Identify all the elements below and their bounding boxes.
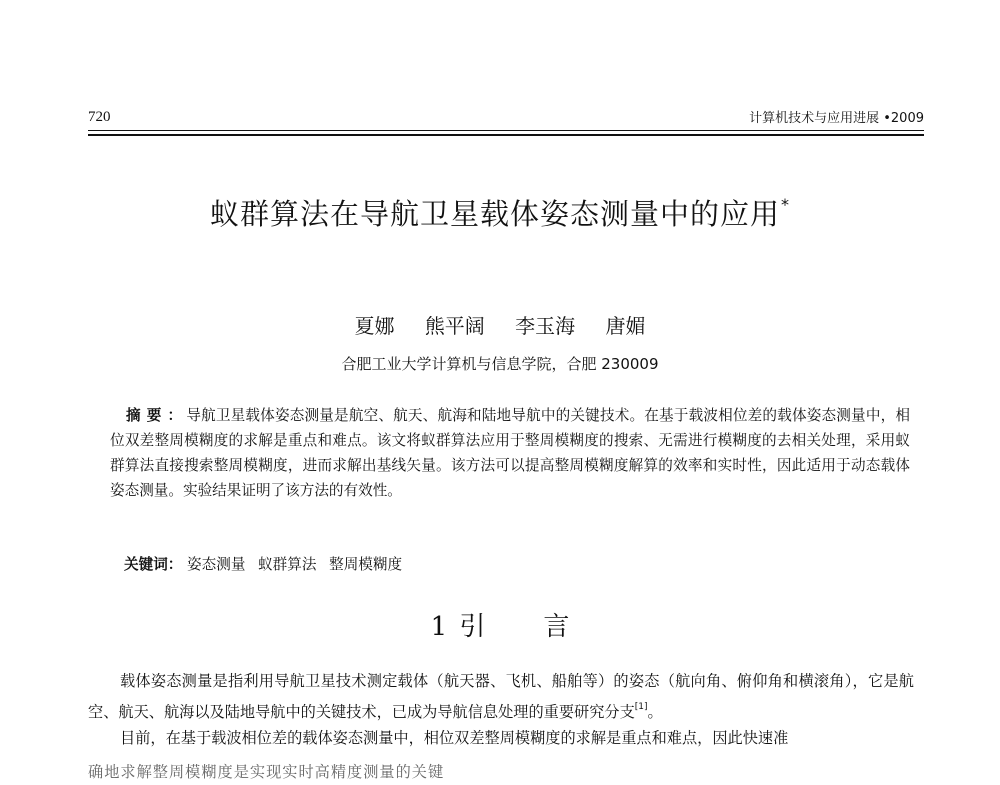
partial-line [88,751,914,781]
author-name: 熊平阔 [424,314,485,338]
paragraph-text: 载体姿态测量是指利用导航卫星技术测定载体（航天器、飞机、船舶等）的姿态（航向角、俯仰角和横滚角），它是航空、航天、航海以及陆地导航中的关键技术，已成为导航信息处理的重要研究分支 [88,672,914,721]
section-title: 引言 [459,612,628,642]
paragraph: 目前，在基于载波相位差的载体姿态测量中，相位双差整周模糊度的求解是重点和难点，因此快速准 [120,729,789,747]
partial-line-text: 确地求解整周模糊度是实现实时高精度测量的关键 [88,763,445,781]
abstract [110,403,910,503]
section-number: 1 [430,612,448,642]
page-number: 720 [88,109,111,125]
keywords [124,554,904,576]
journal-info: 计算机技术与应用进展 •2009 [749,111,924,126]
abstract-label: 摘要 [126,407,168,424]
keyword: 整周模糊度 [329,556,403,573]
header-rule-thin [88,130,924,131]
paragraph-end: 。 [647,703,663,721]
paper-title [0,192,1000,233]
abstract-colon: ： [167,407,183,424]
author-list [0,310,1000,339]
body-text [88,668,914,781]
section-heading [0,606,1000,643]
keywords-label: 关键词： [124,556,183,573]
running-header [88,108,924,130]
author-name: 李玉海 [515,314,576,338]
citation: [1] [634,702,648,712]
author-name: 夏娜 [354,314,395,338]
affiliation: 合肥工业大学计算机与信息学院，合肥 230009 [341,355,659,373]
title-footnote-mark: * [781,195,790,214]
keyword: 姿态测量 [187,556,246,573]
keyword: 蚁群算法 [258,556,317,573]
paper-title-text: 蚁群算法在导航卫星载体姿态测量中的应用 [209,197,780,231]
paragraph [88,668,914,725]
header-rule-thick [88,134,924,136]
author-name: 唐媚 [605,314,646,338]
abstract-text: 导航卫星载体姿态测量是航空、航天、航海和陆地导航中的关键技术。在基于载波相位差的载体姿态测量中，相位双差整周模糊度的求解是重点和难点。该文将蚁群算法应用于整周模糊度的搜索、无需进行模糊度的去相关处理，采用蚁群算法直接搜索整周模糊度，进而求解出基线矢量。该方法可以提高整周模糊度解算的效率和实时性，因此适用于动态载体姿态测量。实验结果证明了该方法的有效性。 [110,407,910,499]
